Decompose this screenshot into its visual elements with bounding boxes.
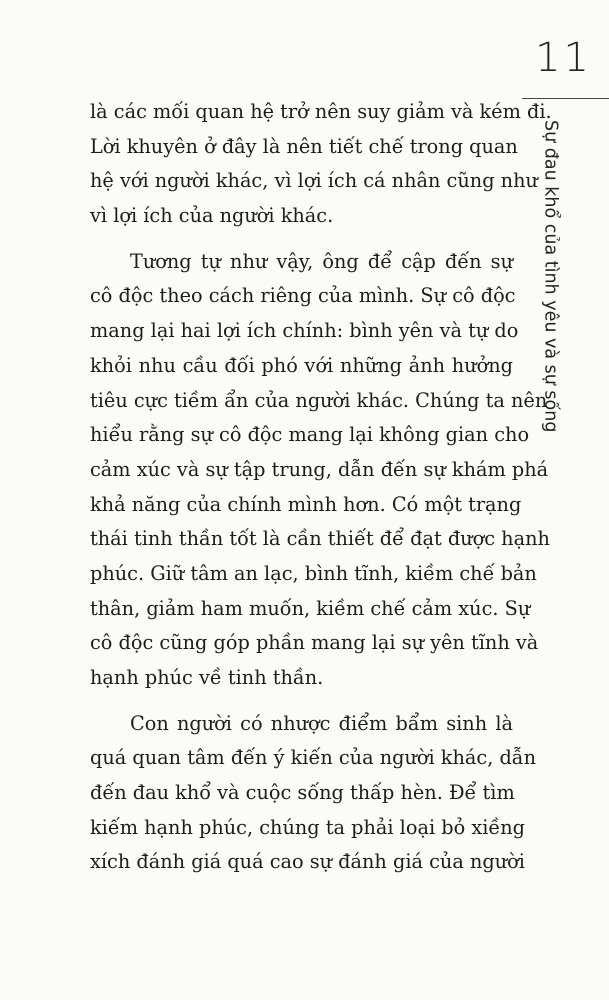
text-line: tiêu cực tiềm ẩn của người khác. Chúng ta nên [90,388,548,412]
text-line: khả năng của chính mình hơn. Có một trạng [90,492,522,516]
paragraph-gap [90,234,513,245]
text-line: kiếm hạnh phúc, chúng ta phải loại bỏ xiềng [90,815,525,839]
text-line: thái tinh thần tốt là cần thiết để đạt được hạnh [90,527,550,551]
running-head: Sự đau khổ của tình yêu và sự sống [540,120,561,433]
text-line: đến đau khổ và cuộc sống thấp hèn. Để tìm [90,781,515,805]
text-line: hạnh phúc về tinh thần. [90,666,324,689]
text-line: cô độc cũng góp phần mang lại sự yên tĩnh và [90,631,539,655]
text-line: Tương tự như vậy, ông để cập đến sự [130,249,513,273]
text-line: thân, giảm ham muốn, kiềm chế cảm xúc. Sự [90,596,531,620]
text-line: cảm xúc và sự tập trung, dẫn đến sự khám phá [90,457,549,481]
text-line: là các mối quan hệ trở nên suy giảm và kém đi. [90,100,552,123]
header-rule [522,98,609,99]
text-line: phúc. Giữ tâm an lạc, bình tĩnh, kiềm chế bản [90,561,537,585]
text-line: mang lại hai lợi ích chính: bình yên và tự do [90,319,519,343]
text-line: vì lợi ích của người khác. [90,204,334,228]
text-line: hệ với người khác, vì lợi ích cá nhân cũng như [90,169,538,193]
text-line: khỏi nhu cầu đối phó với những ảnh hưởng [90,353,513,377]
text-line: hiểu rằng sự cô độc mang lại không gian cho [90,423,530,447]
text-line: xích đánh giá quá cao sự đánh giá của người [90,850,525,874]
text-line: quá quan tâm đến ý kiến của người khác, dẫn [90,746,537,770]
page-number: 11 [535,35,592,81]
text-line: Lời khuyên ở đây là nên tiết chế trong quan [90,134,518,158]
paragraph-gap [90,696,513,707]
text-line: cô độc theo cách riêng của mình. Sự cô độc [90,284,516,308]
text-line: Con người có nhược điểm bẩm sinh là [130,711,513,735]
